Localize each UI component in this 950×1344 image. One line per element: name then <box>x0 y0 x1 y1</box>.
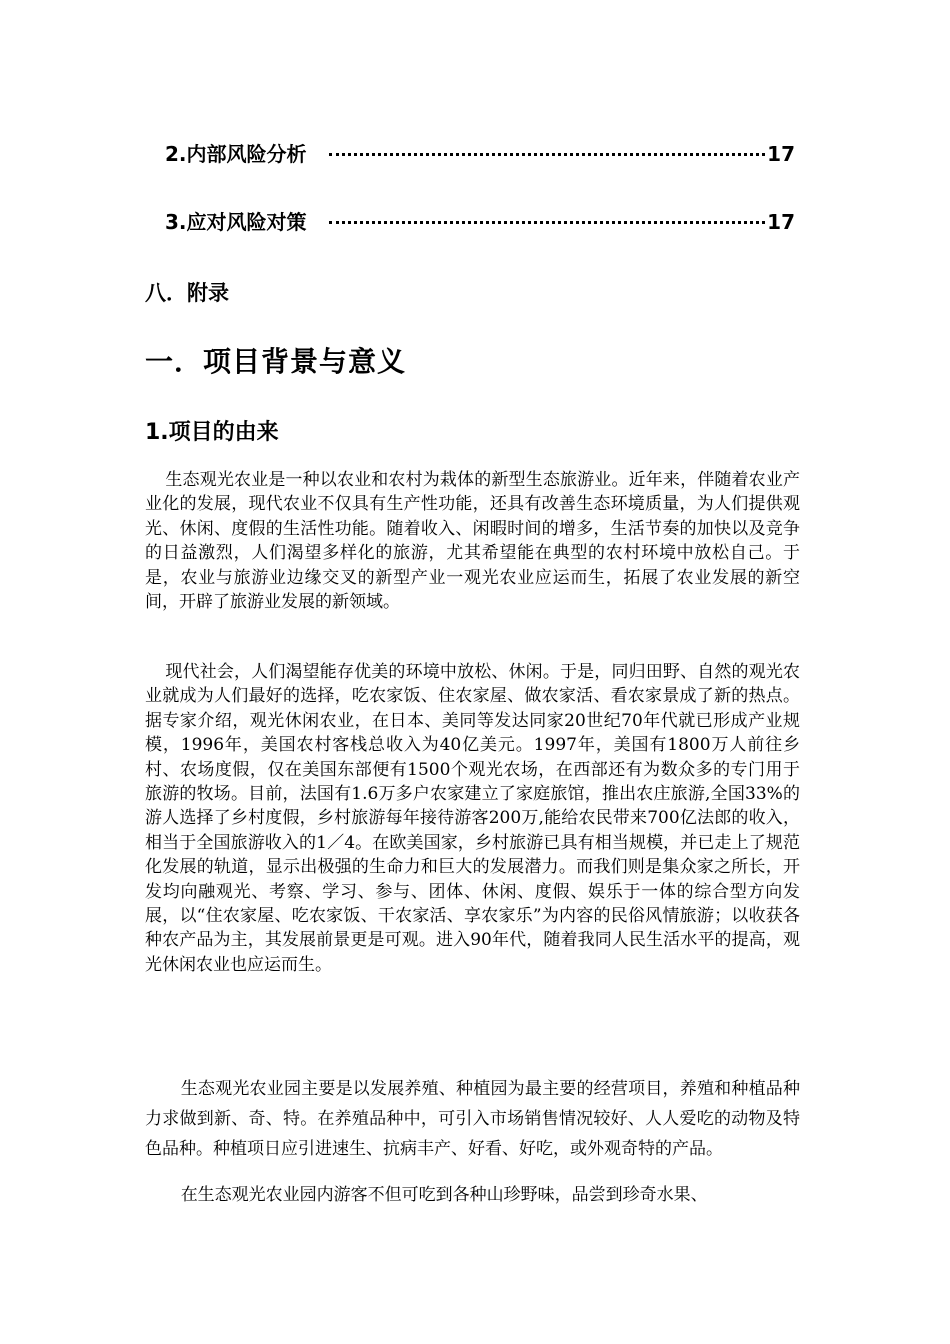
toc-leader-dots <box>329 221 766 224</box>
toc-entry-number: 3. <box>165 210 187 234</box>
toc-entry-title: 应对风险对策 <box>186 210 307 234</box>
toc-entry-page: 17 <box>767 210 795 234</box>
toc-entry-number: 2. <box>165 142 187 166</box>
toc-leader-dots <box>329 153 766 156</box>
body-paragraph: 生态观光农业是一种以农业和农村为栽体的新型生态旅游业。近年来，伴随着农业产业化的发展，现代农业不仅具有生产性功能，还具有改善生态环境质量，为人们提供观光、休闲、度假的生活性功能。随着收入、闲暇时间的增多，生活节奏的加快以及竞争的日益激烈，人们渴望多样化的旅游，尤其希望能在典型的农村环境中放松自己。于是，农业与旅游业边缘交叉的新型产业一观光农业应运而生，拓展了农业发展的新空间，开辟了旅游业发展的新领域。 <box>145 470 800 613</box>
toc-entry-title: 内部风险分析 <box>186 142 307 166</box>
subsection-title: 1.项目的由来 <box>145 420 279 445</box>
toc-appendix-heading: 八．附录 <box>145 281 229 305</box>
toc-entry-risk-response[interactable] <box>165 206 795 236</box>
section-title: 一．项目背景与意义 <box>145 345 407 378</box>
body-paragraph: 在生态观光农业园内游客不但可吃到各种山珍野味，品尝到珍奇水果、 <box>180 1185 708 1205</box>
toc-entry-page: 17 <box>767 142 795 166</box>
toc-entry-internal-risk[interactable] <box>165 138 795 168</box>
body-paragraph: 现代社会，人们渴望能存优美的环境中放松、休闲。于是，同归田野、自然的观光农业就成为人们最好的选择，吃农家饭、住农家屋、做农家活、看农家景成了新的热点。据专家介绍，观光休闲农业，在日本、美同等发达同家20世纪70年代就已形成产业规模，1996年，美国农村客栈总收入为40亿美元。1997年，美国有1800万人前往乡村、农场度假，仅在美国东部便有1500个观光农场，在西部还有为数众多的专门用于旅游的牧场。目前，法国有1.6万多户农家建立了家庭旅馆，推出农庄旅游,全国33%的游人选择了乡村度假，乡村旅游每年接待游客200万,能给农民带来700亿法郎的收入，相当于全国旅游收入的1／4。在欧美国家，乡村旅游已具有相当规模，并已走上了规范化发展的轨道，显示出极强的生命力和巨大的发展潜力。而我们则是集众家之所长，开发均向融观光、考察、学习、参与、团体、休闲、度假、娱乐于一体的综合型方向发展，以“住农家屋、吃农家饭、干农家活、享农家乐”为内容的民俗风情旅游；以收获各种农产品为主，其发展前景更是可观。进入90年代，随着我同人民生活水平的提高，观光休闲农业也应运而生。 <box>145 662 800 975</box>
body-paragraph: 生态观光农业园主要是以发展养殖、种植园为最主要的经营项目，养殖和种植品种力求做到新、奇、特。在养殖品种中，可引入市场销售情况较好、人人爱吃的动物及特色品种。种植项日应引进速生、抗病丰产、好看、好吃，或外观奇特的产品。 <box>145 1079 800 1159</box>
